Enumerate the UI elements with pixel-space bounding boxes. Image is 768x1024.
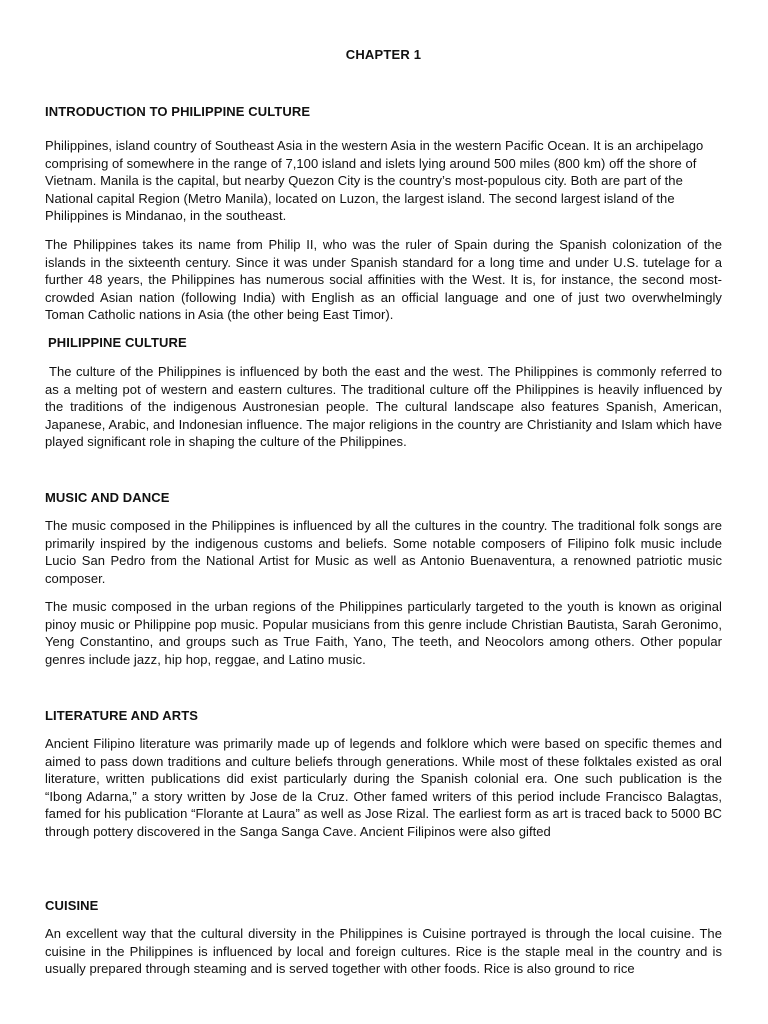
section-heading-literature-and-arts: LITERATURE AND ARTS xyxy=(45,708,199,723)
paragraph-introduction-2: The Philippines takes its name from Philip II, who was the ruler of Spain during the Spanish colonization of the islands in the sixteenth century. Since it was under Spanish standard for a long time and under U.S. tutelage for a further 48 years, the Philippines has numerous social affinities with the West. It is, for instance, the second most-crowded Asian nation (following India) with English as an official language and one of just two overwhelmingly Toman Catholic nations in Asia (the other being East Timor). xyxy=(45,237,722,323)
paragraph-literature-1: Ancient Filipino literature was primarily made up of legends and folklore which were based on specific themes and aimed to pass down traditions and culture beliefs through generations. While most of these folktales existed as oral literature, written publications did exist particularly during the Spanish colonial era. One such publication is the “Ibong Adarna,” a story written by Jose de la Cruz. Other famed writers of this period include Francisco Balagtas, famed for his publication “Florante at Laura” as well as Jose Rizal. The earliest form as art is traced back to 5000 BC through pottery discovered in the Sanga Sanga Cave. Ancient Filipinos were also gifted xyxy=(45,736,722,839)
section-heading-philippine-culture: PHILIPPINE CULTURE xyxy=(48,335,187,350)
paragraph-music-2: The music composed in the urban regions of the Philippines particularly targeted to the youth is known as original pinoy music or Philippine pop music. Popular musicians from this genre include Christian Bautista, Sarah Geronimo, Yeng Constantino, and groups such as True Faith, Yano, The teeth, and Neocolors among others. Other popular genres include jazz, hip hop, reggae, and Latino music. xyxy=(45,599,722,667)
document-page xyxy=(45,0,722,1024)
paragraph-music-1: The music composed in the Philippines is influenced by all the cultures in the country. The traditional folk songs are primarily inspired by the indigenous customs and beliefs. Some notable composers of Filipino folk music include Lucio San Pedro from the National Artist for Music as well as Antonio Buenaventura, a renowned patriotic music composer. xyxy=(45,518,722,586)
paragraph-introduction-1: Philippines, island country of Southeast Asia in the western Asia in the western Pacific Ocean. It is an archipelago comprising of somewhere in the range of 7,100 island and islets lying around 500 miles (800 km) off the shore of Vietnam. Manila is the capital, but nearby Quezon City is the country’s most-populous city. Both are part of the National capital Region (Metro Manila), located on Luzon, the largest island. The second largest island of the Philippines is Mindanao, in the southeast. xyxy=(45,138,704,224)
section-heading-introduction: INTRODUCTION TO PHILIPPINE CULTURE xyxy=(45,104,311,119)
section-heading-music-and-dance: MUSIC AND DANCE xyxy=(45,490,170,505)
paragraph-culture-1: The culture of the Philippines is influenced by both the east and the west. The Philippines is commonly referred to as a melting pot of western and eastern cultures. The traditional culture off the Philippines is heavily influenced by the traditions of the indigenous Austronesian people. The cultural landscape also features Spanish, American, Japanese, Arabic, and Indonesian influence. The major religions in the country are Christianity and Islam which have played significant role in shaping the culture of the Philippines. xyxy=(45,364,722,450)
section-heading-cuisine: CUISINE xyxy=(45,898,99,913)
chapter-title: CHAPTER 1 xyxy=(345,47,422,62)
paragraph-cuisine-1: An excellent way that the cultural diversity in the Philippines is Cuisine portrayed is through the local cuisine. The cuisine in the Philippines is influenced by local and foreign cultures. Rice is the staple meal in the country and is usually prepared through steaming and is served together with other foods. Rice is also ground to rice xyxy=(45,926,722,977)
